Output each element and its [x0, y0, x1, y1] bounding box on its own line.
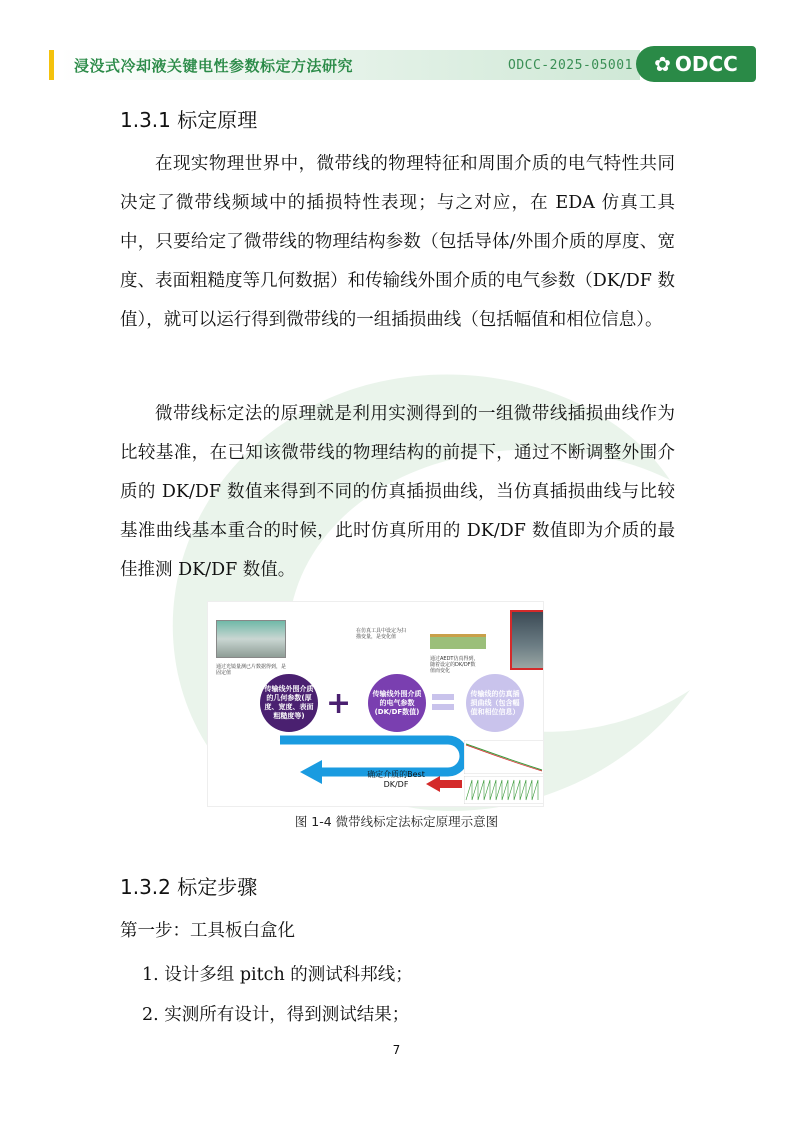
figure-calibration-principle — [207, 601, 544, 807]
logo-text: ODCC — [674, 52, 738, 76]
list-item: 1. 设计多组 pitch 的测试科邦线； — [142, 965, 413, 985]
red-arrow-icon — [426, 776, 440, 792]
result-label: 确定介质的Best DK/DF — [367, 770, 425, 789]
step-1-label: 第一步：工具板白盒化 — [120, 921, 295, 941]
section-heading-1-3-1: 1.3.1 标定原理 — [120, 108, 258, 132]
phase-plot — [464, 776, 544, 804]
header-doc-code: ODCC-2025-05001 — [508, 58, 633, 73]
list-item: 2. 实测所有设计，得到测试结果； — [142, 1005, 410, 1025]
circle-geometric-params: 传输线外围介质的几何参数(厚度、宽度、表面粗糙度等) — [260, 674, 318, 732]
plus-sign: + — [326, 686, 352, 721]
insertion-loss-plot — [464, 740, 544, 774]
note-mid: 通过AEDT仿真得到，随着设定的DK/DF数值而变化 — [430, 656, 479, 674]
page-header — [0, 44, 793, 84]
equals-sign — [432, 694, 454, 700]
paragraph-1: 在现实物理世界中，微带线的物理特征和周围介质的电气特性共同决定了微带线频域中的插损特性表现；与之对应，在 EDA 仿真工具中，只要给定了微带线的物理结构参数（包括导体/外围介质的厚度、宽度、表面粗糙度等几何数据）和传输线外围介质的电气参数（DK/DF 数值），就可以运行得到微带线的一组插损曲线（包括幅值和相位信息）。 — [120, 154, 675, 330]
page-number: 7 — [392, 1043, 401, 1057]
header-title: 浸没式冷却液关键电性参数标定方法研究 — [74, 57, 354, 75]
paragraph-2: 微带线标定法的原理就是利用实测得到的一组微带线插损曲线作为比较基准，在已知该微带线的物理结构的前提下，通过不断调整外围介质的 DK/DF 数值来得到不同的仿真插损曲线，当仿真插损曲线与比较基准曲线基本重合的时候，此时仿真所用的 DK/DF 数值即为介质的最佳推测 DK/DF 数值。 — [120, 404, 675, 580]
circle-simulated-curve: 传输线的仿真插损曲线（包含幅值和相位信息） — [466, 674, 524, 732]
microstrip-photo — [216, 620, 286, 658]
section-heading-1-3-2: 1.3.2 标定步骤 — [120, 875, 258, 899]
note-top-mid: 在仿真工具中设定为扫描变量，是变化值 — [356, 628, 407, 640]
red-arrow-shaft — [440, 780, 462, 788]
header-accent-bar — [49, 50, 54, 80]
note-top-left: 通过光镜量测已片数据得到，是固定值 — [216, 664, 287, 676]
odcc-logo — [636, 46, 756, 82]
stackup-image — [430, 634, 486, 649]
figure-caption: 图 1-4 微带线标定法标定原理示意图 — [294, 814, 499, 829]
circle-electrical-params: 传输线外围介质的电气参数(DK/DF数值) — [368, 674, 426, 732]
leaf-icon: ✿ — [654, 52, 671, 76]
vna-lab-photo — [510, 610, 544, 670]
